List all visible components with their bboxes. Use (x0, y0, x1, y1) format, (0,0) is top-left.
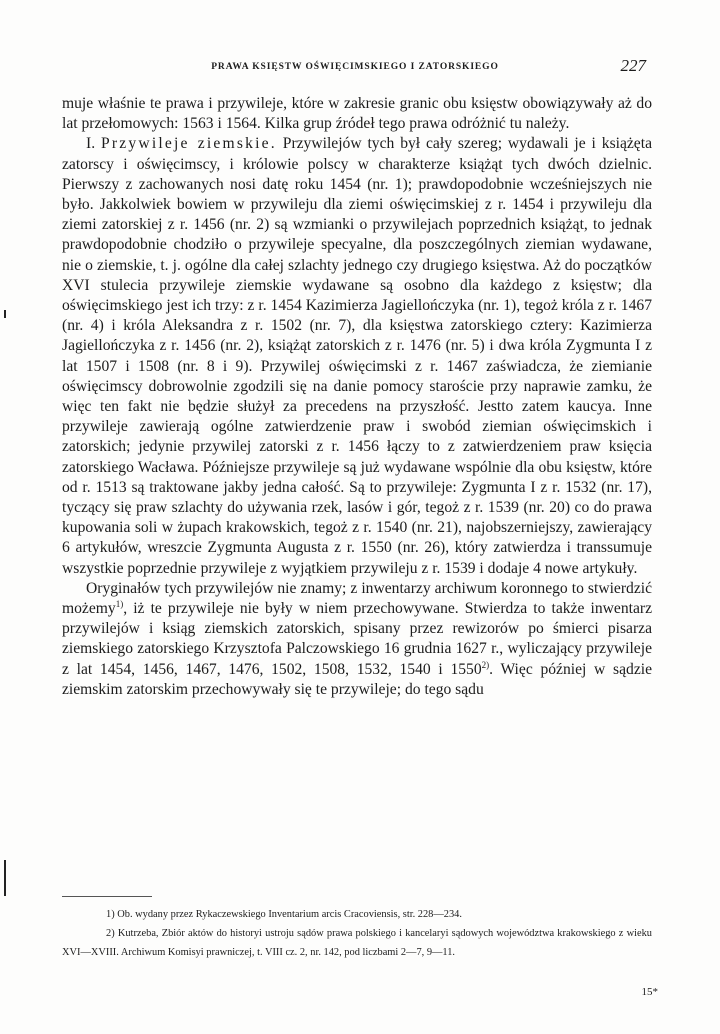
section-heading: Przywileje ziemskie. (100, 135, 277, 153)
paragraph-2-text: Przywilejów tych był cały szereg; wydawali je i książęta zatorscy i oświęcimscy, i królowie polscy w charakterze książąt tych dwóch dzielnic. Pierwszy z zachowanych nosi datę roku 1454 (nr. 1); prawdopodobnie wcześniejszych nie było. Jakkolwiek bowiem w przywileju dla ziemi oświęcimskiej z r. 1454 i przywileju dla ziemi zatorskiej z r. 1456 (nr. 2) są wzmianki o przywilejach poprzednich książąt, to jednak prawdopodobnie chodziło o przywileje specyalne, dla poszczególnych ziemian wydawane, nie o ziemskie, t. j. ogólne dla całej szlachty jednego czy drugiego księstwa. Aż do początków XVI stulecia przywileje ziemskie wydawane są osobno dla każdego z księstw; dla oświęcimskiego jest ich trzy: z r. 1454 Kazimierza Jagiellończyka (nr. 1), tegoż króla z r. 1467 (nr. 4) i króla Aleksandra z r. 1502 (nr. 7), dla księstwa zatorskiego cztery: Kazimierza Jagiellończyka z r. 1456 (nr. 2), książąt zatorskich z r. 1476 (nr. 5) i dwa króla Zygmunta I z lat 1507 i 1508 (nr. 8 i 9). Przywilej oświęcimski z r. 1467 zaświadcza, że ziemianie oświęcimscy dobrowolnie zgodzili się na danie pomocy staroście przy naprawie zamku, że więc ten fakt nie będzie służył za precedens na przyszłość. Jestto zatem kaucya. Inne przywileje zawierają ogólne zatwierdzenie praw i swobód ziemian oświęcimskich i zatorskich; jedynie przywilej zatorski z r. 1456 łączy to z zatwierdzeniem praw księcia zatorskiego Wacława. Późniejsze przywileje są już wydawane wspólnie dla obu księstw, które od r. 1513 są traktowane jakby jedna całość. Są to przywileje: Zygmunta I z r. 1532 (nr. 17), tyczący się praw szlachty do używania rzek, lasów i gór, tegoż z r. 1539 (nr. 20) co do prawa kupowania soli w żupach krakowskich, tegoż z r. 1540 (nr. 21), najobszerniejszy, zawierający 6 artykułów, wreszcie Zygmunta Augusta z r. 1550 (nr. 26), który zatwierdza i transsumuje wszystkie poprzednie przywileje z wyjątkiem przywileju z r. 1539 i dodaje 4 nowe artykuły. (62, 135, 652, 577)
paragraph-1: muje właśnie te prawa i przywileje, które w zakresie granic obu księstw obowiązywały aż do lat przełomowych: 1563 i 1564. Kilka grup źródeł tego prawa odróżnić tu należy. (62, 95, 652, 133)
paragraph-3-part-a: Oryginałów tych przywilejów nie znamy; z inwentarzy archiwum koronnego to stwierdzić możemy (62, 579, 652, 618)
page-number: 227 (620, 56, 646, 75)
footnote-1: 1) Ob. wydany przez Rykaczewskiego Inventarium arcis Cracoviensis, str. 228—234. (106, 909, 462, 920)
footnotes (62, 905, 652, 962)
paragraph-3-part-c: . Więc później w sądzie ziemskim zatorskim przechowywały się te przywileje; do tego sądu (62, 660, 652, 698)
signature-mark: 15* (641, 986, 658, 998)
section-number: I. (86, 135, 96, 153)
footnote-ref-1: 1) (115, 598, 124, 609)
main-text (62, 94, 652, 700)
margin-mark (4, 860, 6, 896)
paragraph-3-part-b: , iż te przywileje nie były w niem przechowywane. Stwierdza to także inwentarz przywilejów i ksiąg ziemskich zatorskich, spisany przez rewizorów po śmierci pisarza ziemskiego zatorskiego Krzysztofa Palczowskiego 16 grudnia 1627 r., wyliczający przywileje z lat 1454, 1456, 1467, 1476, 1502, 1508, 1532, 1540 i 1550 (62, 600, 652, 678)
footnote-2: 2) Kutrzeba, Zbiór aktów do historyi ustroju sądów prawa polskiego i kancelaryi sądowych województwa krakowskiego z wieku XVI—XVIII. Archiwum Komisyi prawniczej, t. VIII cz. 2, nr. 142, pod liczbami 2—7, 9—11. (62, 928, 652, 958)
footnote-ref-2: 2) (481, 659, 490, 670)
paragraph-3 (62, 579, 652, 700)
running-header-title: PRAWA KSIĘSTW OŚWIĘCIMSKIEGO I ZATORSKIEGO (211, 62, 499, 72)
footnote-divider (62, 896, 152, 897)
margin-mark (4, 310, 6, 318)
paragraph-2 (62, 134, 652, 578)
